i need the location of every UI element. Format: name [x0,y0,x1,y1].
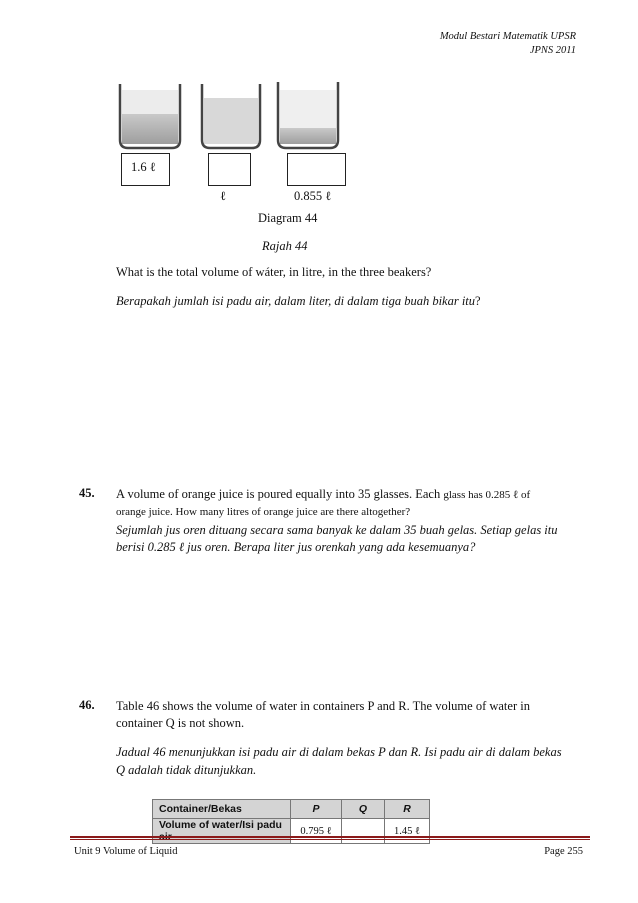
diagram-caption-malay: Rajah 44 [262,239,308,253]
beaker-1 [120,84,180,148]
column-p: P [291,800,342,819]
beaker-2 [202,84,260,148]
q46-text-en-line1: Table 46 shows the volume of water in containers P and R. The volume of water in [116,699,530,713]
value-r: 1.45 ℓ [385,819,430,844]
footer-rule [70,836,590,838]
column-q: Q [342,800,385,819]
beaker-2-answer-box[interactable] [208,153,251,186]
column-r: R [385,800,430,819]
q46-text-ms-line1: Jadual 46 menunjukkan isi padu air di dalam bekas P dan R. Isi padu air di dalam bekas [116,745,562,759]
q45-text-en-line1 [116,486,530,504]
beaker-1-label: 1.6 ℓ [131,160,156,174]
header-title: Modul Bestari Matematik UPSR [439,31,576,42]
table-header-row [153,800,430,819]
q46-text-en-line2: container Q is not shown. [116,716,245,730]
q45-text-ms-line1: Sejumlah jus oren dituang secara sama banyak ke dalam 35 buah gelas. Setiap gelas itu [116,523,558,537]
beaker-3-label-box [287,153,346,186]
q44-text-ms [116,293,481,310]
table-row-label: Volume of water/Isi padu air [153,819,291,844]
q44-text-ms-end: ? [475,294,481,308]
q44-text-ms-body: Berapakah jumlah isi padu air, dalam liter, di dalam tiga buah bikar itu [116,294,476,308]
beaker-1-label-box [121,153,170,186]
q45-text-ms-line2: berisi 0.285 ℓ jus oren. Berapa liter jus orenkah yang ada kesemuanya? [116,540,476,554]
footer-unit: Unit 9 Volume of Liquid [74,846,178,857]
q45-number: 45. [79,486,95,500]
header-subtitle: JPNS 2011 [529,45,576,56]
table-header-label: Container/Bekas [153,800,291,819]
beaker-2-label: ℓ [220,189,226,203]
q44-text-en: What is the total volume of wáter, in litre, in the three beakers? [116,265,432,279]
q45-text-en-line2: orange juice. How many litres of orange juice are there altogether? [116,506,411,518]
q46-text-ms-line2: Q adalah tidak ditunjukkan. [116,763,257,777]
diagram-caption: Diagram 44 [258,211,318,225]
footer-rule-thin [70,839,590,840]
beakers-diagram [112,70,352,150]
q45-text-en-line1a: A volume of orange juice is poured equally into 35 glasses. Each [116,487,441,501]
q46-number: 46. [79,698,95,712]
footer-page-number: Page 255 [544,846,583,857]
value-p: 0.795 ℓ [291,819,342,844]
beaker-3 [278,82,338,148]
beaker-3-label: 0.855 ℓ [294,189,332,203]
q45-text-en-line1b: glass has 0.285 ℓ of [443,489,531,501]
